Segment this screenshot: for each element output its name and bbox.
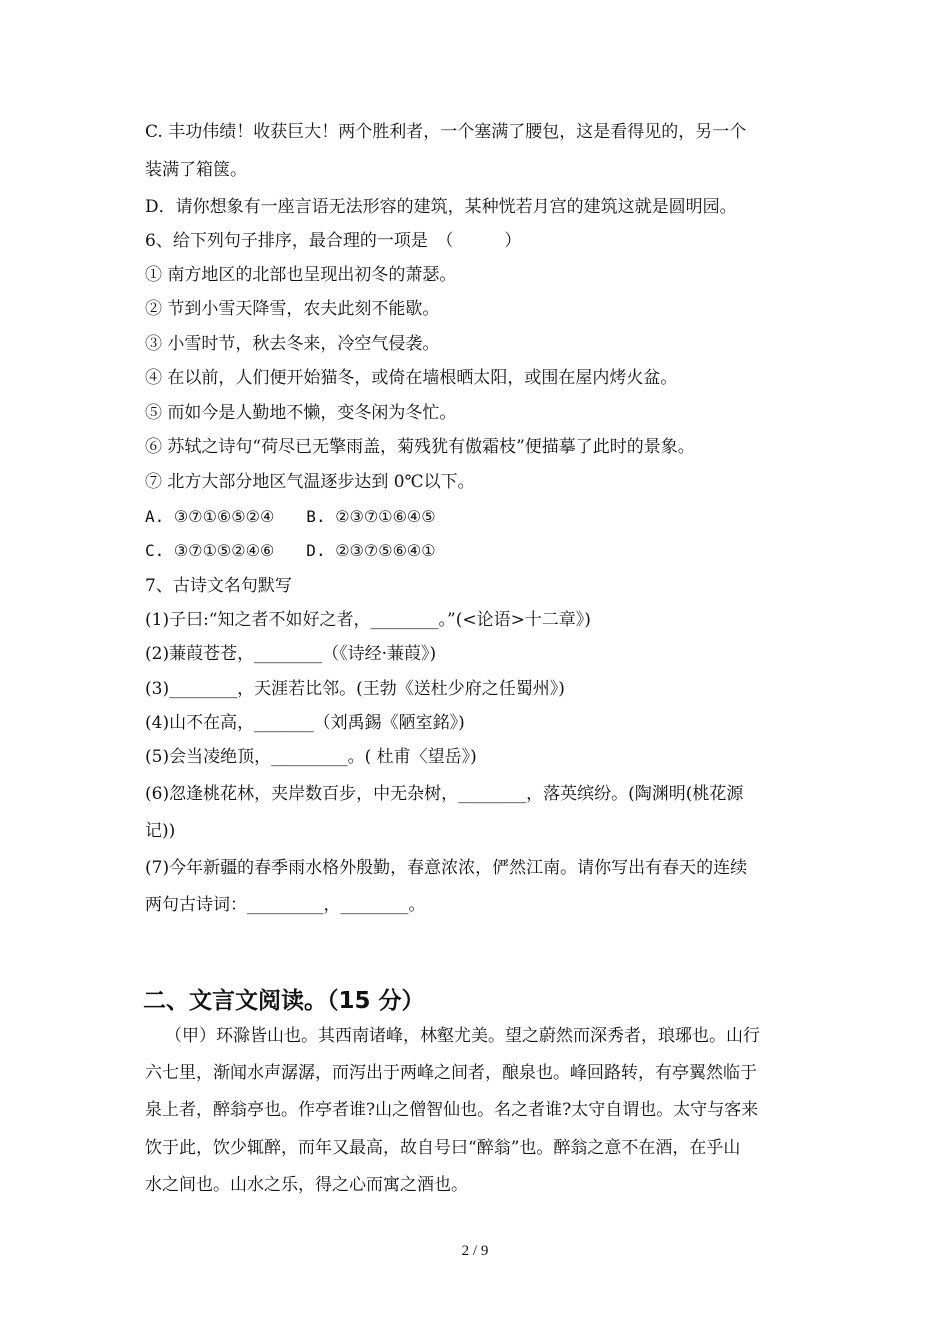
- q6-sentence: ⑥ 苏轼之诗句“荷尽已无擎雨盖，菊残犹有傲霜枝”便描摹了此时的景象。: [145, 437, 695, 457]
- q6-sentence: ⑤ 而如今是人勤地不懒，变冬闲为冬忙。: [145, 403, 457, 423]
- q5-option-c-line1: C. 丰功伟绩！收获巨大！两个胜利者，一个塞满了腰包，这是看得见的，另一个: [145, 122, 747, 142]
- section-title: 二、文言文阅读。（15 分）: [143, 988, 425, 1014]
- q7-item: (5)会当凌绝顶，_________。( 杜甫〈望岳》): [145, 747, 477, 767]
- q7-item: (1)子曰:“知之者不如好之者，________。”(<论语>十二章》): [145, 610, 591, 630]
- q6-sentence: ③ 小雪时节，秋去冬来，冷空气侵袭。: [145, 334, 440, 354]
- q7-item: (4)山不在高，_______（刘禹錫《陋室銘》): [145, 713, 465, 733]
- q7-item: (3)________，天涯若比邻。(王勃《送杜少府之任蜀州》): [145, 679, 565, 699]
- q5-option-d: D．请你想象有一座言语无法形容的建筑，某种恍若月宫的建筑这就是圆明园。: [145, 197, 737, 217]
- q7-title: 7、古诗文名句默写: [145, 576, 292, 596]
- passage-line: 六七里，渐闻水声潺潺，而泻出于两峰之间者，酿泉也。峰回路转，有亭翼然临于: [145, 1063, 757, 1083]
- q6-options-cd: C. ③⑦①⑤②④⑥ D. ②③⑦⑤⑥④①: [145, 541, 436, 560]
- q7-item-cont: 记)): [145, 821, 176, 841]
- q7-item-cont: 两句古诗词：_________，________。: [145, 895, 426, 915]
- passage-line: （甲）环滁皆山也。其西南诸峰，林壑尤美。望之蔚然而深秀者，琅琊也。山行: [165, 1026, 760, 1046]
- q6-title: 6、给下列句子排序，最合理的一项是 （ ）: [145, 231, 522, 251]
- q7-item: (6)忽逢桃花林，夹岸数百步，中无杂树，________，落英缤纷。(陶渊明(桃花源: [145, 784, 744, 804]
- passage-line: 泉上者，醉翁亭也。作亭者谁?山之僧智仙也。名之者谁?太守自谓也。太守与客来: [145, 1100, 759, 1120]
- q6-sentence: ② 节到小雪天降雪，农夫此刻不能歇。: [145, 299, 440, 319]
- q6-options-ab: A. ③⑦①⑥⑤②④ B. ②③⑦①⑥④⑤: [145, 507, 436, 526]
- q7-item: (2)蒹葭苍苍，________（《诗经·蒹葭》): [145, 644, 437, 664]
- passage-line: 饮于此，饮少辄醉，而年又最高，故自号曰“醉翁”也。醉翁之意不在酒，在乎山: [145, 1138, 741, 1158]
- q6-sentence: ⑦ 北方大部分地区气温逐步达到 0℃以下。: [145, 472, 475, 492]
- page-number: 2 / 9: [461, 1243, 489, 1259]
- q7-item: (7)今年新疆的春季雨水格外殷勤，春意浓浓，俨然江南。请你写出有春天的连续: [145, 858, 748, 878]
- q5-option-c-line2: 装满了箱箧。: [145, 160, 247, 180]
- q6-sentence: ① 南方地区的北部也呈现出初冬的萧瑟。: [145, 265, 457, 285]
- passage-line: 水之间也。山水之乐，得之心而寓之酒也。: [145, 1175, 468, 1195]
- q6-sentence: ④ 在以前，人们便开始猫冬，或倚在墙根晒太阳，或围在屋内烤火盆。: [145, 368, 678, 388]
